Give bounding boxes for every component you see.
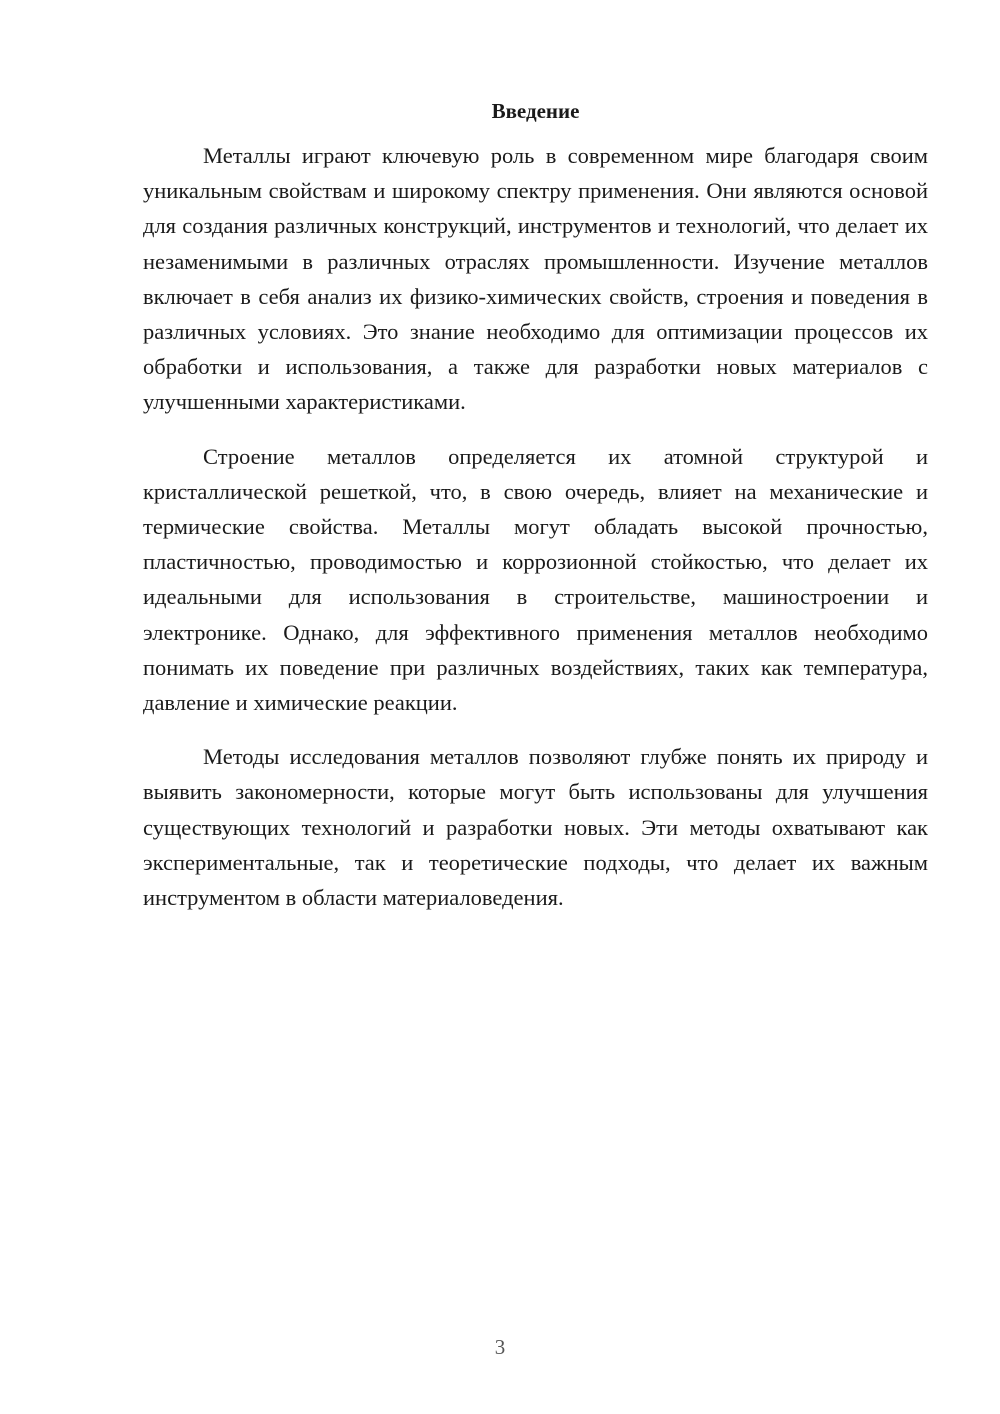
paragraph-1: Металлы играют ключевую роль в современном мире благодаря своим уникальным свойствам и широкому спектру применения. Они являются основой для создания различных конструкций, инструментов и технологий, что делает их незаменимыми в различных отраслях промышленности. Изучение металлов включает в себя анализ их физико-химических свойств, строения и поведения в различных условиях. Это знание необходимо для оптимизации процессов их обработки и использования, а также для разработки новых материалов с улучшенными характеристиками.	[143, 143, 928, 415]
page-content	[143, 96, 928, 934]
paragraph-3: Методы исследования металлов позволяют глубже понять их природу и выявить закономерности, которые могут быть использованы для улучшения существующих технологий и разработки новых. Эти методы охватывают как экспериментальные, так и теоретические подходы, что делает их важным инструментом в области материаловедения.	[143, 744, 928, 911]
paragraph-2: Строение металлов определяется их атомной структурой и кристаллической решеткой, что, в свою очередь, влияет на механические и термические свойства. Металлы могут обладать высокой прочностью, пластичностью, проводимостью и коррозионной стойкостью, что делает их идеальными для использования в строительстве, машиностроении и электронике. Однако, для эффективного применения металлов необходимо понимать их поведение при различных воздействиях, таких как температура, давление и химические реакции.	[143, 443, 928, 716]
section-heading: Введение	[491, 99, 580, 123]
page-number: 3	[494, 1335, 506, 1359]
